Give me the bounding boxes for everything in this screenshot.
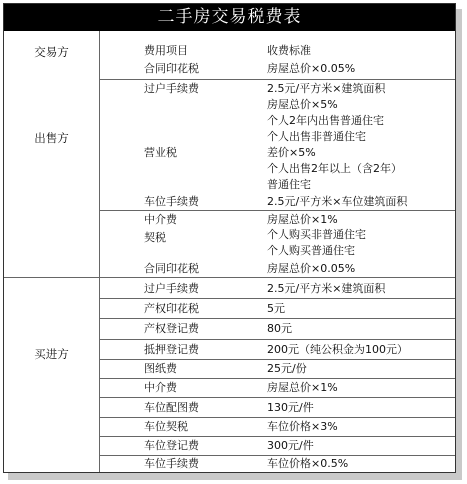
row-divider [99,436,455,437]
seller-std-1: 房屋总价×0.05% [267,62,356,75]
row-divider [99,378,455,379]
buyer-item-2: 产权印花税 [144,302,199,315]
seller-item-1: 合同印花税 [144,62,199,75]
row-divider [99,210,455,211]
seller-item-4: 车位手续费 [144,195,199,208]
seller-category: 出售方 [34,131,69,145]
seller-item-3: 营业税 [144,146,177,159]
buyer-std-8: 车位价格×3% [267,420,338,433]
buyer-std-6: 房屋总价×1% [267,381,338,394]
buyer-std-7: 130元/件 [267,401,314,414]
header-category: 交易方 [34,45,69,59]
buyer-std-3: 80元 [267,322,292,335]
mid-std-1: 房屋总价×1% [267,213,338,226]
tax-fee-table [3,3,456,473]
row-divider [99,417,455,418]
seller-std-2a: 2.5元/平方米×建筑面积 [267,82,386,95]
seller-std-2c: 个人2年内出售普通住宅 [267,114,384,127]
buyer-std-4: 200元（纯公积金为100元） [267,343,408,356]
mid-item-3: 合同印花税 [144,262,199,275]
buyer-std-10: 车位价格×0.5% [267,457,349,470]
buyer-item-6: 中介费 [144,381,177,394]
buyer-item-8: 车位契税 [144,420,188,433]
seller-std-2b: 房屋总价×5% [267,98,338,111]
mid-item-2: 契税 [144,231,166,244]
mid-std-2a: 个人购买非普通住宅 [267,228,366,241]
section-divider [4,277,455,278]
buyer-item-3: 产权登记费 [144,322,199,335]
row-divider [99,339,455,340]
buyer-item-1: 过户手续费 [144,282,199,295]
row-divider [99,298,455,299]
buyer-item-5: 图纸费 [144,362,177,375]
row-divider [99,397,455,398]
seller-std-2f: 个人出售2年以上（含2年） [267,162,402,175]
buyer-item-4: 抵押登记费 [144,343,199,356]
buyer-category: 买进方 [34,347,69,361]
seller-std-4: 2.5元/平方米×车位建筑面积 [267,195,408,208]
buyer-std-2: 5元 [267,302,285,315]
mid-item-1: 中介费 [144,213,177,226]
seller-item-2: 过户手续费 [144,82,199,95]
buyer-std-5: 25元/份 [267,362,307,375]
buyer-item-10: 车位手续费 [144,457,199,470]
buyer-item-9: 车位登记费 [144,439,199,452]
seller-std-2d: 个人出售非普通住宅 [267,130,366,143]
header-standard: 收费标准 [267,44,311,57]
row-divider [99,79,455,80]
row-divider [99,318,455,319]
buyer-item-7: 车位配图费 [144,401,199,414]
mid-std-3: 房屋总价×0.05% [267,262,356,275]
buyer-std-1: 2.5元/平方米×建筑面积 [267,282,386,295]
table-title: 二手房交易税费表 [4,4,455,31]
row-divider [99,359,455,360]
row-divider [99,455,455,456]
buyer-std-9: 300元/件 [267,439,314,452]
column-divider [99,31,100,472]
header-item: 费用项目 [144,44,188,57]
seller-std-2e: 差价×5% [267,146,316,159]
seller-std-2g: 普通住宅 [267,178,311,191]
mid-std-2b: 个人购买普通住宅 [267,244,355,257]
